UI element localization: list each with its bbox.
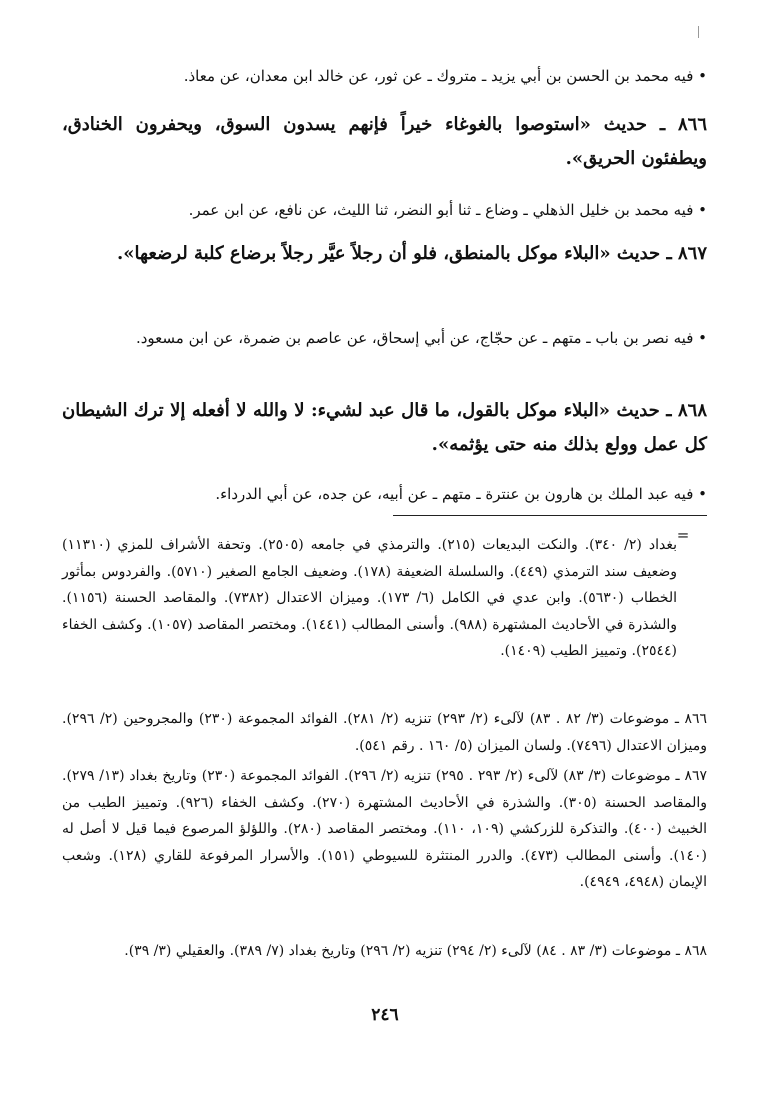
hadith-866: ٨٦٦ ـ حديث «استوصوا بالغوغاء خيراً فإنهم يسدون السوق، ويحفرون الخنادق، ويطفئون الحريق».	[62, 114, 707, 169]
margin-tick	[698, 26, 699, 38]
footnote-867: ٨٦٧ ـ موضوعات (٣/ ٨٣) لآلىء (٢/ ٢٩٣ . ٢٩٥) تنزيه (٢/ ٢٩٦). الفوائد المجموعة (٢٣٠) وتاريخ بغداد (١٣/ ٢٧٩). والمقاصد الحسنة (٣٠٥). والشذرة في الأحاديث المشتهرة (٢٧٠). وكشف الخفاء (٩٢٦). وتمييز الطيب من الخبيث (٤٠٠). والتذكرة للزركشي (١٠٩، ١١٠). ومختصر المقاصد (٢٨٠). واللؤلؤ المرصوع فيما قيل لا أصل له (١٤٠). وأسنى المطالب (٤٧٣). والدرر المنتثرة للسيوطي (١٥١). والأسرار المرفوعة للقاري (١٢٨). وشعب الإيمان (٤٩٤٨، ٤٩٤٩).	[62, 768, 708, 890]
footnote-868: ٨٦٨ ـ موضوعات (٣/ ٨٣ . ٨٤) لآلىء (٢/ ٢٩٤) تنزيه (٢/ ٢٩٦) وتاريخ بغداد (٧/ ٣٨٩). والعقيلي (٣/ ٣٩).	[124, 943, 707, 959]
page-number: ٢٤٦	[371, 1005, 399, 1025]
footnote-continuation: بغداد (٢/ ٣٤٠). والنكت البديعات (٢١٥). والترمذي في جامعه (٢٥٠٥). وتحفة الأشراف للمزي (١١٣١٠) وضعيف سند الترمذي (٤٤٩). والسلسلة الضعيفة (١٧٨). وضعيف الجامع الصغير (٥٧١٠). والفردوس بمأثور الخطاب (٥٦٣٠). وابن عدي في الكامل (٦/ ١٧٣). وميزان الاعتدال (٧٣٨٢). والمقاصد الحسنة (١١٥٦). والشذرة في الأحاديث المشتهرة (٩٨٨). وأسنى المطالب (١٤٤١). ومختصر المقاصد (١٠٥٧). وكشف الخفاء (٢٥٤٤). وتمييز الطيب (١٤٠٩).	[62, 537, 678, 659]
footnote-866: ٨٦٦ ـ موضوعات (٣/ ٨٢ . ٨٣) لآلىء (٢/ ٢٩٣) تنزيه (٢/ ٢٨١). الفوائد المجموعة (٢٣٠) والمجروحين (٢/ ٢٩٦). وميزان الاعتدال (٧٤٩٦). ولسان الميزان (٥/ ١٦٠ . رقم ٥٤١).	[62, 711, 708, 754]
narrator-note-868: • فيه عبد الملك بن هارون بن عنترة ـ متهم ـ عن أبيه، عن جده، عن أبي الدرداء.	[215, 485, 707, 503]
hadith-868: ٨٦٨ ـ حديث «البلاء موكل بالقول، ما قال عبد لشيء: لا والله لا أفعله إلا ترك الشيطان كل عمل وولع بذلك منه حتى يؤثمه».	[62, 400, 707, 455]
narrator-note-865: • فيه محمد بن الحسن بن أبي يزيد ـ متروك ـ عن ثور، عن خالد ابن معدان، عن معاذ.	[183, 67, 707, 85]
narrator-note-867: • فيه نصر بن باب ـ متهم ـ عن حجّاج، عن أبي إسحاق، عن عاصم بن ضمرة، عن ابن مسعود.	[135, 329, 707, 347]
hadith-867: ٨٦٧ ـ حديث «البلاء موكل بالمنطق، فلو أن رجلاً عيَّر رجلاً برضاع كلبة لرضعها».	[117, 243, 707, 264]
footnote-continuation-mark: =	[676, 526, 690, 544]
footnote-separator	[393, 515, 707, 516]
narrator-note-866: • فيه محمد بن خليل الذهلي ـ وضاع ـ ثنا أبو النضر، ثنا الليث، عن نافع، عن ابن عمر.	[188, 201, 707, 219]
